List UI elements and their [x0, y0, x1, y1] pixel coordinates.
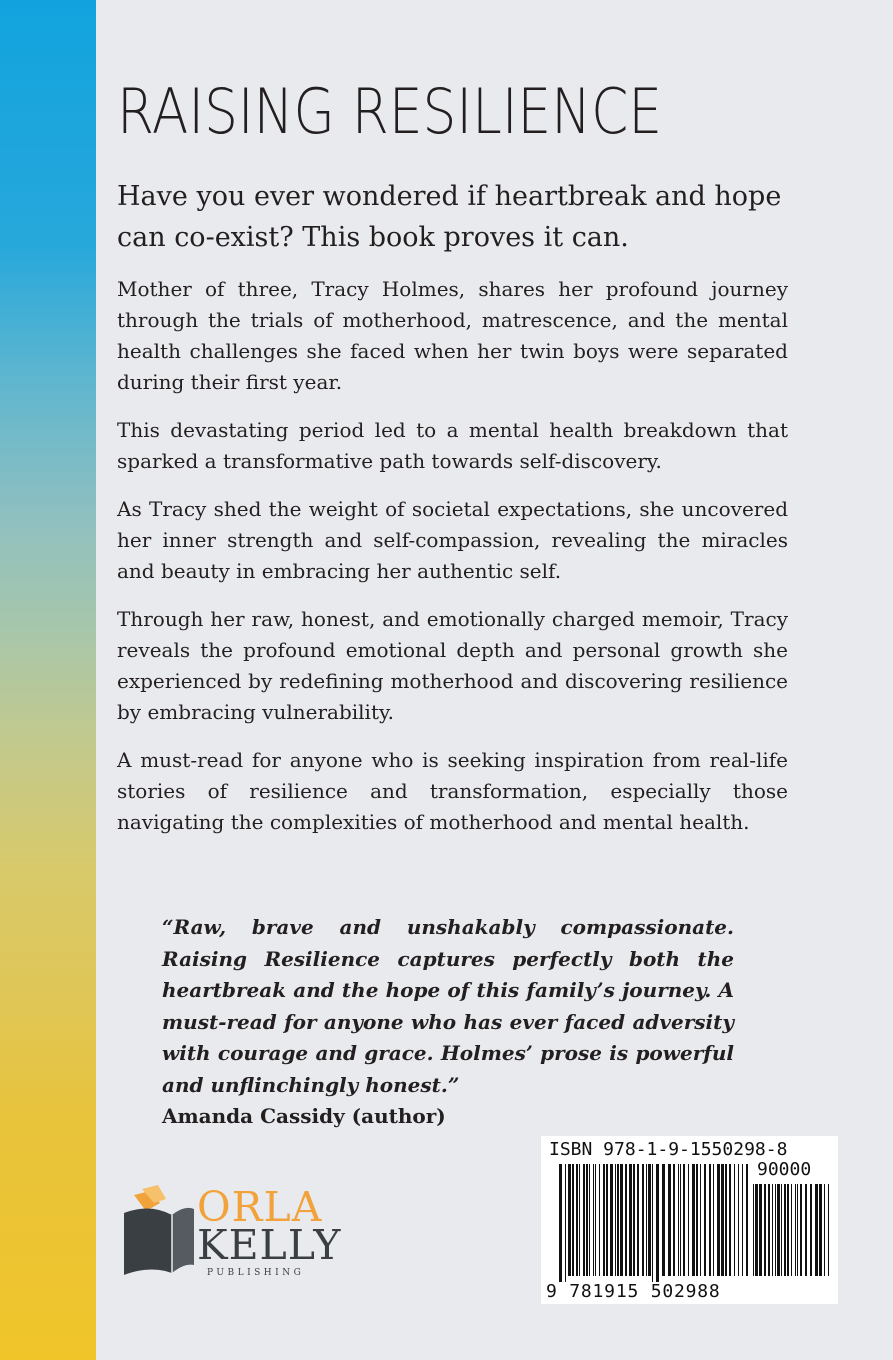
review-block [162, 912, 734, 1133]
barcode-bar [784, 1184, 786, 1276]
barcode-bar [753, 1184, 754, 1276]
review-quote: “Raw, brave and unshakably compassionate. Raising Resilience captures perfectly both the heartbreak and the hope of this family’s journey. A must-read for anyone who has ever faced adversity with courage and grace. Holmes’ prose is powerful and unflinchingly honest.” [162, 915, 734, 1097]
barcode-bar [764, 1184, 766, 1276]
isbn-label: ISBN 978-1-9-1550298-8 [549, 1139, 788, 1160]
barcode-bar [603, 1164, 605, 1276]
barcode-bar [593, 1164, 594, 1276]
barcode-bar [662, 1164, 665, 1276]
barcode-digits: 9 781915 502988 [546, 1281, 721, 1302]
barcode-bar [683, 1164, 685, 1276]
barcode-bar [772, 1184, 773, 1276]
barcode-bar [713, 1164, 714, 1276]
barcode-bar [692, 1164, 695, 1276]
barcode-bars-main [559, 1164, 749, 1282]
barcode-bar [746, 1164, 748, 1276]
barcode-bars-addon [753, 1184, 833, 1282]
barcode-bar [572, 1164, 574, 1276]
barcode-bar [656, 1164, 659, 1282]
barcode-bar [625, 1164, 627, 1276]
barcode-bar [768, 1184, 770, 1276]
barcode-bar [819, 1184, 822, 1276]
barcode-bar [615, 1164, 616, 1276]
barcode-bar [559, 1164, 562, 1282]
description-paragraph: Mother of three, Tracy Holmes, shares her profound journey through the trials of motherhood, matrescence, and the mental health challenges she faced when her twin boys were separated during their first year. [117, 277, 788, 394]
barcode-bar [696, 1164, 698, 1276]
barcode-bar [568, 1164, 571, 1276]
description-paragraph: This devastating period led to a mental health breakdown that sparked a transformative path towards self-discovery. [117, 418, 788, 473]
barcode-bar [725, 1164, 727, 1276]
barcode-bar [668, 1164, 671, 1276]
isbn-barcode [541, 1136, 838, 1304]
review-author: Amanda Cassidy (author) [162, 1104, 446, 1128]
barcode-bar [805, 1184, 807, 1276]
barcode-bar [781, 1184, 782, 1276]
barcode-bar [791, 1184, 792, 1276]
barcode-bar [617, 1164, 619, 1276]
barcode-bar [704, 1164, 706, 1276]
tagline: Have you ever wondered if heartbreak and hope can co-exist? This book proves it can. [117, 181, 782, 253]
publisher-name-line1: ORLA [197, 1183, 323, 1231]
barcode-bar [759, 1184, 762, 1276]
barcode-bar [599, 1164, 600, 1276]
barcode-bar [595, 1164, 596, 1276]
barcode-bar [700, 1164, 701, 1276]
book-description [117, 274, 788, 855]
description-paragraph: Through her raw, honest, and emotionally charged memoir, Tracy reveals the profound emotional depth and personal growth she experienced by redefining motherhood and discovering resilience by embracing vulnerability. [117, 607, 788, 724]
barcode-bar [742, 1164, 743, 1276]
barcode-bar [680, 1164, 681, 1276]
spine-gradient [0, 0, 96, 1360]
barcode-bar [729, 1164, 731, 1276]
barcode-bar [642, 1164, 644, 1276]
publisher-logo [120, 1185, 350, 1285]
description-paragraph: A must-read for anyone who is seeking inspiration from real-life stories of resilience and transformation, especially those navigating the complexities of motherhood and mental health. [117, 748, 788, 834]
barcode-bar [810, 1184, 812, 1276]
barcode-bar [688, 1164, 689, 1276]
publisher-name-line2: KELLY [197, 1221, 342, 1269]
description-paragraph: As Tracy shed the weight of societal expectations, she uncovered her inner strength and self-compassion, revealing the miracles and beauty in embracing her authentic self. [117, 497, 788, 583]
barcode-bar [795, 1184, 796, 1276]
barcode-bar [633, 1164, 635, 1276]
barcode-bar [673, 1164, 675, 1276]
barcode-bar [610, 1164, 613, 1276]
barcode-bar [637, 1164, 639, 1276]
barcode-bar [824, 1184, 825, 1276]
barcode-bar [565, 1164, 566, 1282]
barcode-bar [734, 1164, 735, 1276]
barcode-bar [775, 1184, 776, 1276]
barcode-bar [709, 1164, 711, 1276]
barcode-bar [652, 1164, 653, 1282]
barcode-bar [620, 1164, 623, 1276]
open-book-icon [120, 1185, 200, 1285]
barcode-bar [583, 1164, 585, 1276]
barcode-bar [797, 1184, 798, 1276]
barcode-bar [678, 1164, 679, 1276]
barcode-bar [576, 1164, 578, 1276]
publisher-name-line3: PUBLISHING [207, 1268, 305, 1278]
barcode-bar [815, 1184, 818, 1276]
barcode-bar [787, 1184, 789, 1276]
barcode-bar [648, 1164, 651, 1276]
barcode-bar [589, 1164, 590, 1276]
barcode-bar [629, 1164, 632, 1276]
book-title: RAISING RESILIENCE [117, 75, 663, 148]
barcode-bar [717, 1164, 720, 1276]
barcode-bar [777, 1184, 780, 1276]
barcode-bar [738, 1164, 739, 1276]
barcode-bar [755, 1184, 758, 1276]
price-code: 90000 [757, 1159, 812, 1180]
barcode-bar [828, 1184, 829, 1276]
barcode-bar [646, 1164, 647, 1276]
barcode-bar [721, 1164, 724, 1276]
barcode-bar [586, 1164, 588, 1276]
barcode-bar [800, 1184, 802, 1276]
barcode-bar [579, 1164, 580, 1276]
barcode-bar [606, 1164, 608, 1276]
